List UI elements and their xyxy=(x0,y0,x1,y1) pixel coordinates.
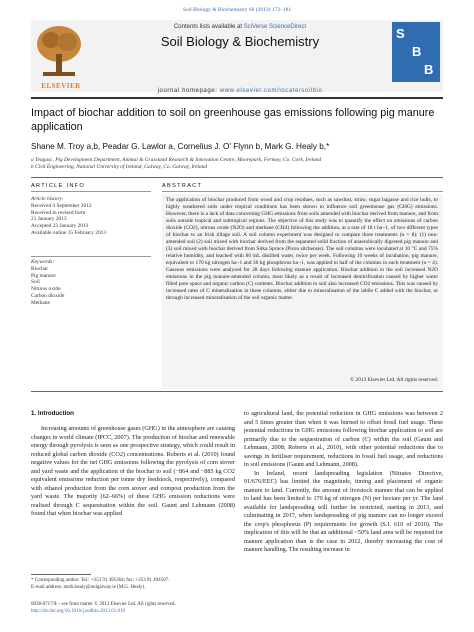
header-rule xyxy=(31,97,443,99)
keywords-rule xyxy=(31,256,151,257)
publisher-name: ELSEVIER xyxy=(41,82,81,90)
journal-homepage-line xyxy=(90,88,390,94)
corresponding-author-footnote xyxy=(31,578,241,591)
intro-left-column xyxy=(31,425,235,519)
keyword-item: Soil xyxy=(31,279,40,286)
journal-reference[interactable]: Soil Biology & Biochemistry 60 (2013) 173–181 xyxy=(182,7,292,13)
intro-right-column xyxy=(244,410,443,555)
doi-link[interactable]: http://dx.doi.org/10.1016/j.soilbio.2013.01.019 xyxy=(31,608,125,614)
cover-letter-b2: B xyxy=(424,62,434,77)
issn-line: 0038-0717/$ – see front matter © 2013 Elsevier Ltd. All rights reserved. xyxy=(31,602,176,607)
intro-paragraph: to agricultural land, the potential reduction in GHG emissions was between 2 and 5 times greater than when it was burned to offset fossil fuel usage. These potential reductions in GHG emissions following biochar application to soil are primarily due to the sequestration of carbon (C) within the soil (Gaunt and Lehmann, 2008; Roberts et al., 2010), with other potential reductions due to savings in fertiliser requirement, reductions in fossil fuel usage, and reductions in soil emissions (Gaunt and Lehmann, 2008). xyxy=(244,410,443,468)
front-matter-info xyxy=(31,602,241,615)
abstract-label: ABSTRACT xyxy=(162,183,203,189)
introduction-heading: 1. Introduction xyxy=(31,410,74,417)
keywords-heading: Keywords: xyxy=(31,259,55,265)
abstract-rule xyxy=(162,191,443,192)
cover-letter-s: S xyxy=(396,26,405,41)
footnote-rule xyxy=(31,574,91,575)
footnote-email[interactable]: E-mail address: mark.healy@nuigalway.ie (M.G. Healy). xyxy=(31,584,146,590)
abstract-copyright: © 2013 Elsevier Ltd. All rights reserved. xyxy=(350,377,438,383)
sciencedirect-link[interactable]: SciVerse ScienceDirect xyxy=(243,24,307,30)
intro-paragraph: Increasing amounts of greenhouse gases (GHG) in the atmosphere are causing changes in world climate (IPCC, 2007). The production of biochar and renewable energy through pyrolysis is seen as one prospective strategy, which could result in reduced global carbon dioxide (CO2) concentrations. Roberts et al. (2010) found negative values for the net GHG emissions following the pyrolysis of corn stover and yard waste and the application of the biochar to soil (−864 and −885 kg CO2 equivalent emissions reduction per tonne dry feedstock, respectively), compared with ethanol production from the corn stover and compost production from the yard waste. The majority (62–66%) of these GHG emission reductions were realised through C sequestration within the soil. Gaunt and Lehmann (2008) found that when biochar was applied xyxy=(31,425,235,517)
paper-title: Impact of biochar addition to soil on greenhouse gas emissions following pig manure application xyxy=(31,107,435,133)
history-item: Received in revised form xyxy=(31,209,86,216)
title-rule xyxy=(31,177,443,178)
history-item: Accepted 23 January 2013 xyxy=(31,223,89,230)
keyword-item: Carbon dioxide xyxy=(31,292,65,299)
cover-letter-b1: B xyxy=(412,44,422,59)
history-item: 21 January 2013 xyxy=(31,216,67,223)
journal-cover-thumbnail xyxy=(392,22,440,82)
footnote-line: * Corresponding author. Tel.: +353 91 495364; fax: +353 91 494507. xyxy=(31,578,170,583)
journal-title: Soil Biology & Biochemistry xyxy=(160,34,320,49)
keyword-item: Methane xyxy=(31,299,50,306)
history-item: Received 4 September 2012 xyxy=(31,202,92,209)
article-info-rule xyxy=(31,191,151,192)
affiliation-b: b Civil Engineering, National University of Ireland, Galway, Co. Galway, Ireland xyxy=(31,164,208,170)
abstract-bottom-rule xyxy=(31,391,443,392)
contents-line xyxy=(120,24,360,30)
keyword-item: Biochar xyxy=(31,265,49,272)
homepage-prefix: journal homepage: xyxy=(157,88,220,94)
affiliation-a: a Teagasc, Pig Development Department, Animal & Grassland Research & Innovation Centre, Moorepark, Fermoy, Co. Cork, Ireland xyxy=(31,157,322,163)
elsevier-tree-logo xyxy=(33,22,85,80)
article-history xyxy=(31,196,151,237)
history-item: Available online 15 February 2013 xyxy=(31,229,107,236)
article-info-label: ARTICLE INFO xyxy=(31,183,86,189)
homepage-link[interactable]: www.elsevier.com/locate/soilbio xyxy=(219,88,323,94)
affiliations xyxy=(31,157,441,171)
keywords-block xyxy=(31,259,151,307)
author-list[interactable]: Shane M. Troy a,b, Peadar G. Lawlor a, Cornelius J. O' Flynn b, Mark G. Healy b,* xyxy=(31,142,330,151)
contents-prefix: Contents lists available at xyxy=(173,24,244,30)
intro-paragraph: In Ireland, recent landspreading legislation (Nitrates Directive, 91/676/EEC) has limited the magnitude, timing and placement of organic manure to land. Currently, the amount of livestock manure that can be applied to land has been limited to 170 kg of nitrogen (N) per hectare per yr. The land available for landspreading will further be restricted, starting in 2013, and culminating in 2017, when landspreading of pig manure can no longer exceed the crop's phosphorus (P) requirements for growth (S.I. 610 of 2010). The implication of this will be that an additional ~50% land area will be required for manure application than is the case in 2012, thereby increasing the cost of manure handling. The resulting increase in xyxy=(244,469,443,553)
history-heading: Article history: xyxy=(31,196,64,202)
keyword-item: Nitrous oxide xyxy=(31,286,61,293)
journal-header-band xyxy=(31,20,443,92)
abstract-text: The application of biochar produced from wood and crop residues, such as sawdust, straw, sugar bagasse and rice hulls, to highly weathered soils under tropical conditions has been shown to influence soil greenhouse gas (GHG) emissions. However, there is a lack of data concerning GHG emissions from soils amended with biochar derived from manure, and from soils outside tropical and subtropical regions. The objective of this study was to quantify the effect on emissions of carbon dioxide (CO2), nitrous oxide (N2O) and methane (CH4) following the addition, at a rate of 18 t ha−1, of two different types of biochar to an Irish tillage soil. A soil column experiment was designed to compare three treatments (n = 8): (1) non-amended soil (2) soil mixed with biochar derived from the separated solid fraction of anaerobically digested pig manure and (3) soil mixed with biochar derived from Sitka Spruce (Picea sitchensis). The soil columns were incubated at 10 °C and 75% relative humidity, and leached with 80 mL distilled water, twice per week. Following 10 weeks of incubation, pig manure, equivalent to 170 kg nitrogen ha−1 and 36 kg phosphorus ha−1, was applied to half of the columns in each treatment (n = 4). Gaseous emissions were analysed for 28 days following manure application. Biochar addition to the soil increased N2O emissions in the pig manure-amended column, most likely as a result of increased denitrification caused by higher water filled pore space and organic carbon (C) contents. Biochar addition to soil also increased CO2 emissions. This was caused by increased rates of C mineralisation in these columns, either due to mineralisation of the labile C added with the biochar, or through increased mineralisation of the soil organic matter. xyxy=(166,197,438,301)
keyword-item: Pig manure xyxy=(31,272,56,279)
